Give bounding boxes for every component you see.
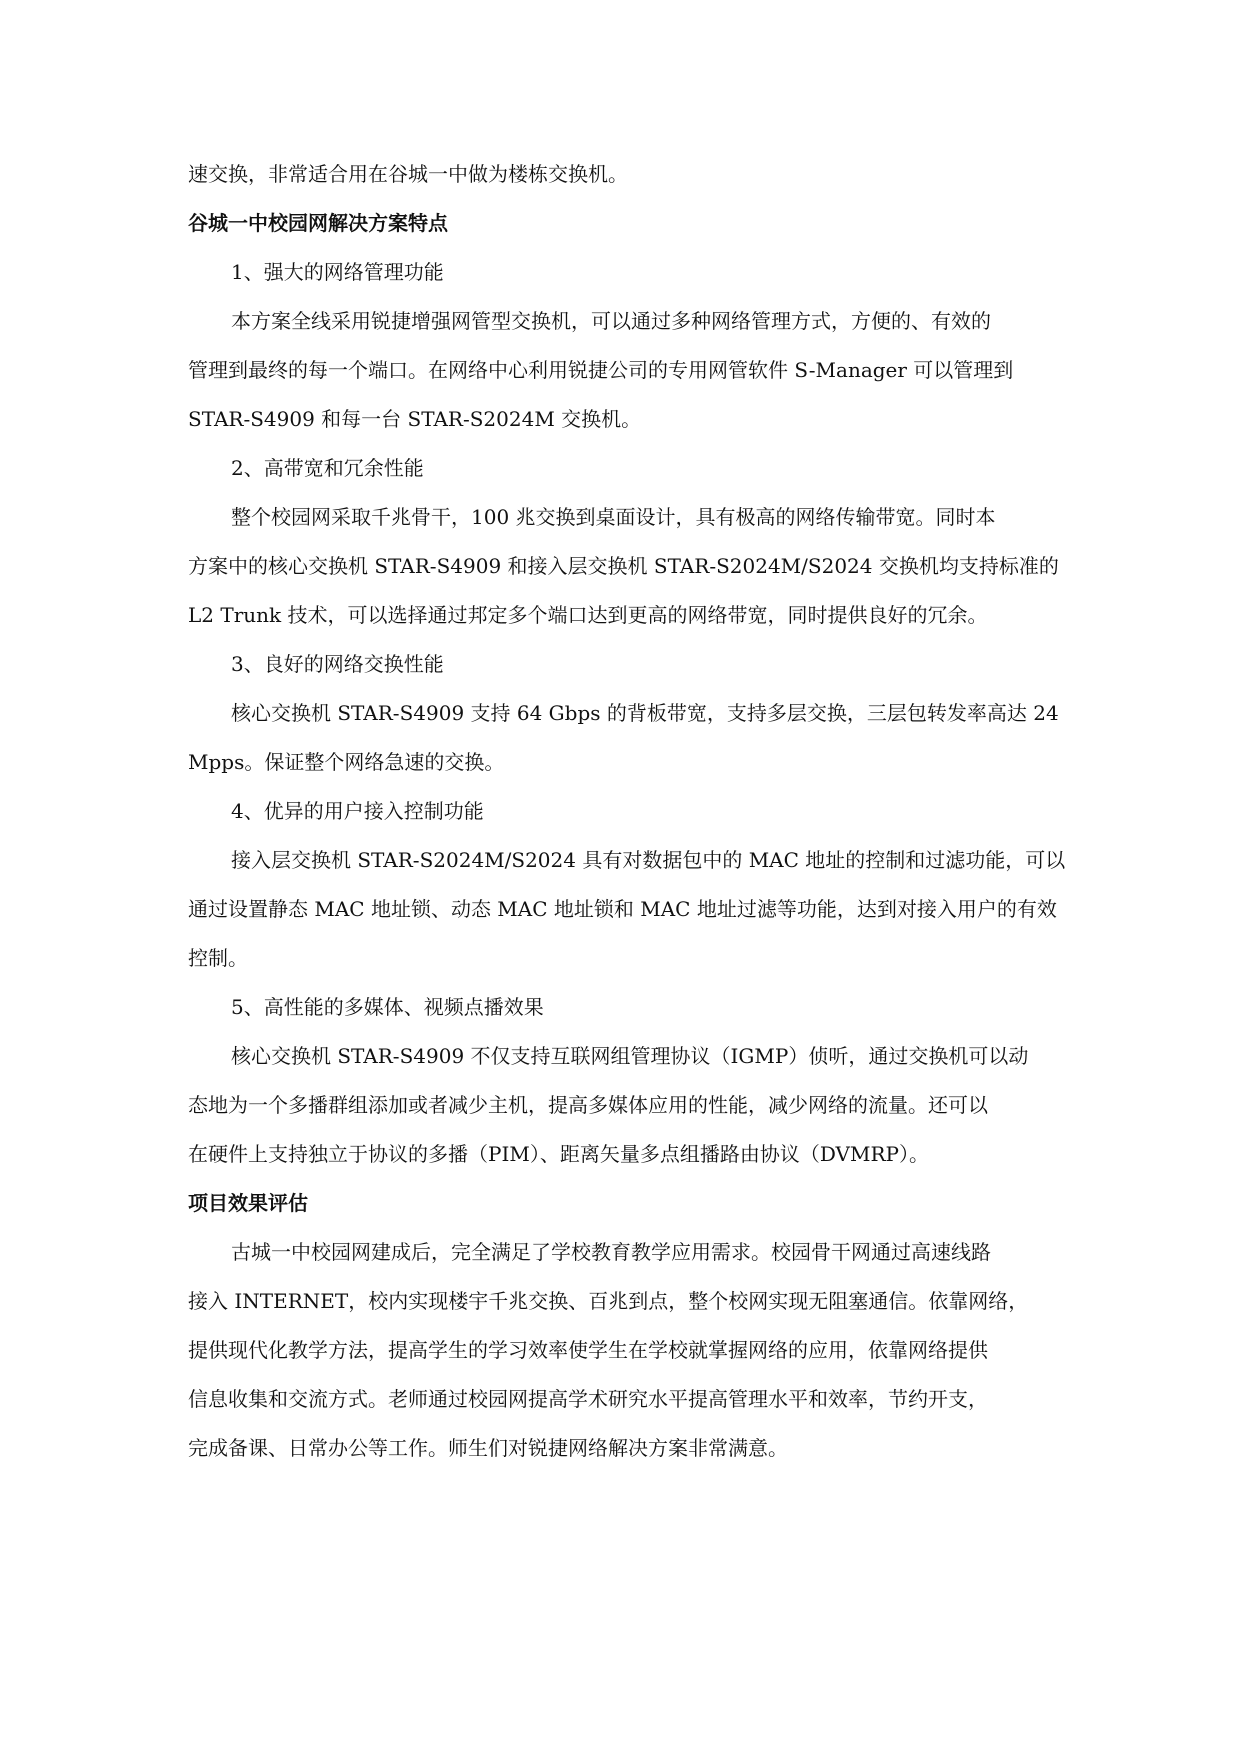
paragraph-line: STAR-S4909 和每一台 STAR-S2024M 交换机。 [188,407,642,431]
paragraph-line: 完成备课、日常办公等工作。师生们对锐捷网络解决方案非常满意。 [188,1436,788,1460]
paragraph-line: 提供现代化教学方法，提高学生的学习效率使学生在学校就掌握网络的应用，依靠网络提供 [188,1338,988,1362]
paragraph-line: 控制。 [188,946,248,970]
feature-item-3-title: 3、良好的网络交换性能 [231,652,444,676]
paragraph-line: 接入层交换机 STAR-S2024M/S2024 具有对数据包中的 MAC 地址的控制和过滤功能，可以 [231,848,1066,872]
paragraph-line: Mpps。保证整个网络急速的交换。 [188,750,505,774]
paragraph-line: 信息收集和交流方式。老师通过校园网提高学术研究水平提高管理水平和效率，节约开支， [188,1387,988,1411]
feature-item-1-title: 1、强大的网络管理功能 [231,260,444,284]
paragraph-line: 速交换，非常适合用在谷城一中做为楼栋交换机。 [188,162,628,186]
feature-item-4-title: 4、优异的用户接入控制功能 [231,799,484,823]
paragraph-line: 核心交换机 STAR-S4909 不仅支持互联网组管理协议（IGMP）侦听，通过交换机可以动 [231,1044,1029,1068]
paragraph-line: 通过设置静态 MAC 地址锁、动态 MAC 地址锁和 MAC 地址过滤等功能，达到对接入用户的有效 [188,897,1057,921]
document-body [188,150,1068,1473]
paragraph-line: L2 Trunk 技术，可以选择通过邦定多个端口达到更高的网络带宽，同时提供良好的冗余。 [188,603,988,627]
feature-item-5-title: 5、高性能的多媒体、视频点播效果 [231,995,544,1019]
paragraph-line: 整个校园网采取千兆骨干，100 兆交换到桌面设计，具有极高的网络传输带宽。同时本 [231,505,996,529]
paragraph-line: 核心交换机 STAR-S4909 支持 64 Gbps 的背板带宽，支持多层交换，三层包转发率高达 24 [231,701,1059,725]
paragraph-line: 态地为一个多播群组添加或者减少主机，提高多媒体应用的性能，减少网络的流量。还可以 [188,1093,988,1117]
paragraph-line: 古城一中校园网建成后，完全满足了学校教育教学应用需求。校园骨干网通过高速线路 [231,1240,991,1264]
section-heading-evaluation: 项目效果评估 [188,1191,308,1215]
paragraph-line: 在硬件上支持独立于协议的多播（PIM）、距离矢量多点组播路由协议（DVMRP）。 [188,1142,929,1166]
paragraph-line: 接入 INTERNET，校内实现楼宇千兆交换、百兆到点，整个校网实现无阻塞通信。依靠网络， [188,1289,1029,1313]
section-heading-features: 谷城一中校园网解决方案特点 [188,211,448,235]
paragraph-line: 本方案全线采用锐捷增强网管型交换机，可以通过多种网络管理方式，方便的、有效的 [231,309,991,333]
feature-item-2-title: 2、高带宽和冗余性能 [231,456,424,480]
paragraph-line: 管理到最终的每一个端口。在网络中心利用锐捷公司的专用网管软件 S-Manager 可以管理到 [188,358,1014,382]
paragraph-line: 方案中的核心交换机 STAR-S4909 和接入层交换机 STAR-S2024M/S2024 交换机均支持标准的 [188,554,1059,578]
